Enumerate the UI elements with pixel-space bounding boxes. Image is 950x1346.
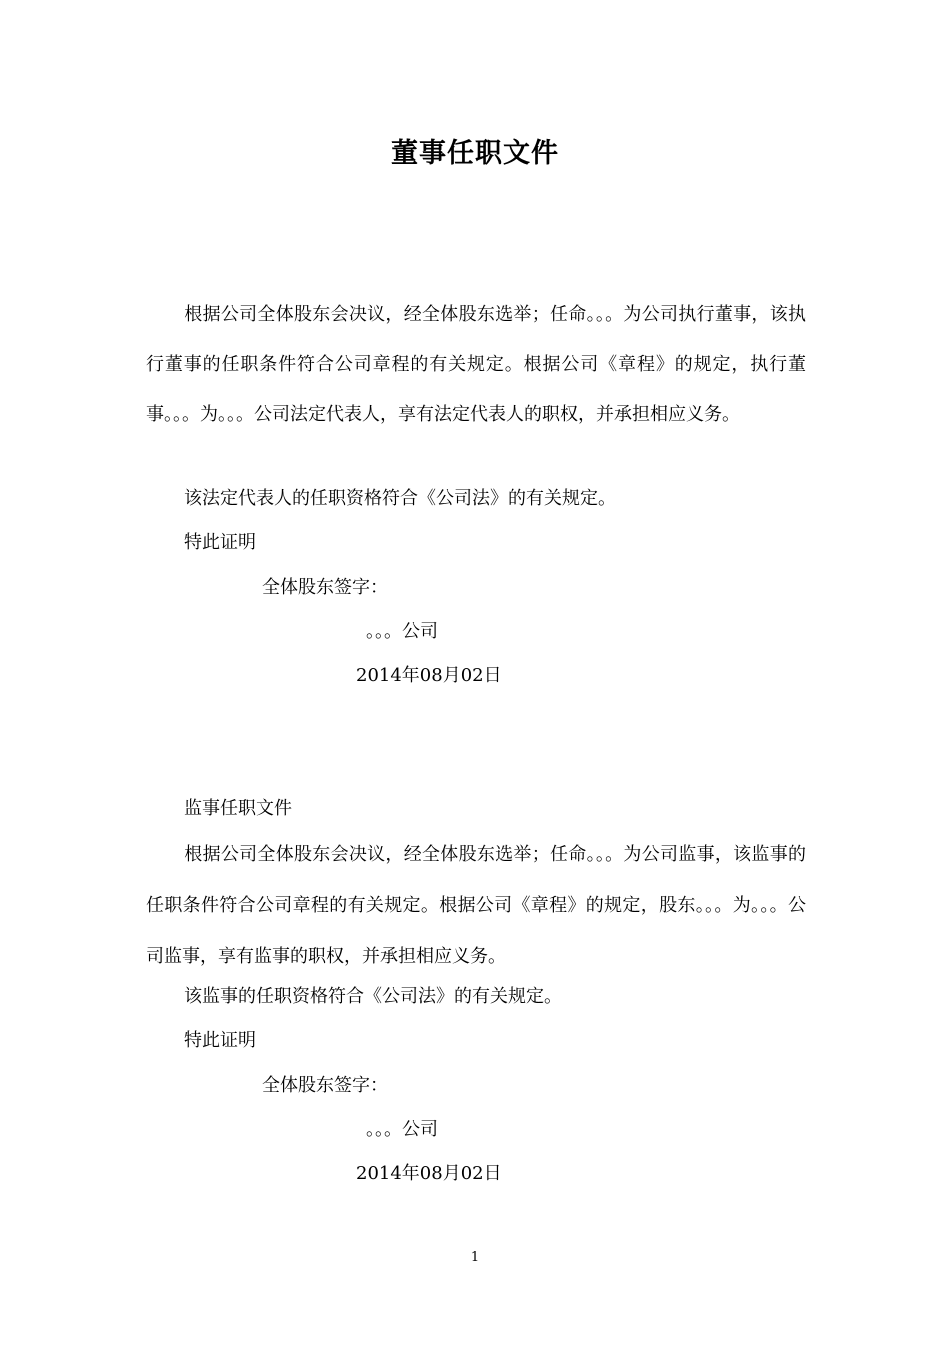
document-title: 董事任职文件: [391, 138, 559, 169]
supervisor-signature-label: 全体股东签字：: [262, 1075, 388, 1096]
supervisor-appointment-paragraph: [146, 829, 806, 982]
director-appointment-paragraph: [146, 290, 806, 440]
supervisor-appointment-text: 根据公司全体股东会决议，经全体股东选举；任命。。。为公司监事，该监事的任职条件符合公司章程的有关规定。根据公司《章程》的规定，股东。。。为。。。公司监事，享有监事的职权，并承担相应义务。: [146, 844, 806, 967]
director-certify-text: 特此证明: [184, 532, 256, 553]
supervisor-date: 2014年08月02日: [356, 1163, 502, 1184]
director-qualification-statement: 该法定代表人的任职资格符合《公司法》的有关规定。: [184, 488, 616, 509]
page-number: 1: [470, 1250, 480, 1265]
supervisor-heading: 监事任职文件: [184, 798, 292, 819]
director-signature-label: 全体股东签字：: [262, 577, 388, 598]
director-appointment-text: 根据公司全体股东会决议，经全体股东选举；任命。。。为公司执行董事，该执行董事的任职条件符合公司章程的有关规定。根据公司《章程》的规定，执行董事。。。为。。。公司法定代表人，享有法定代表人的职权，并承担相应义务。: [146, 304, 806, 425]
supervisor-qualification-statement: 该监事的任职资格符合《公司法》的有关规定。: [184, 986, 562, 1007]
supervisor-company-name: 。。。公司: [366, 1119, 438, 1140]
supervisor-certify-text: 特此证明: [184, 1030, 256, 1051]
director-date: 2014年08月02日: [356, 665, 502, 686]
director-company-name: 。。。公司: [366, 621, 438, 642]
